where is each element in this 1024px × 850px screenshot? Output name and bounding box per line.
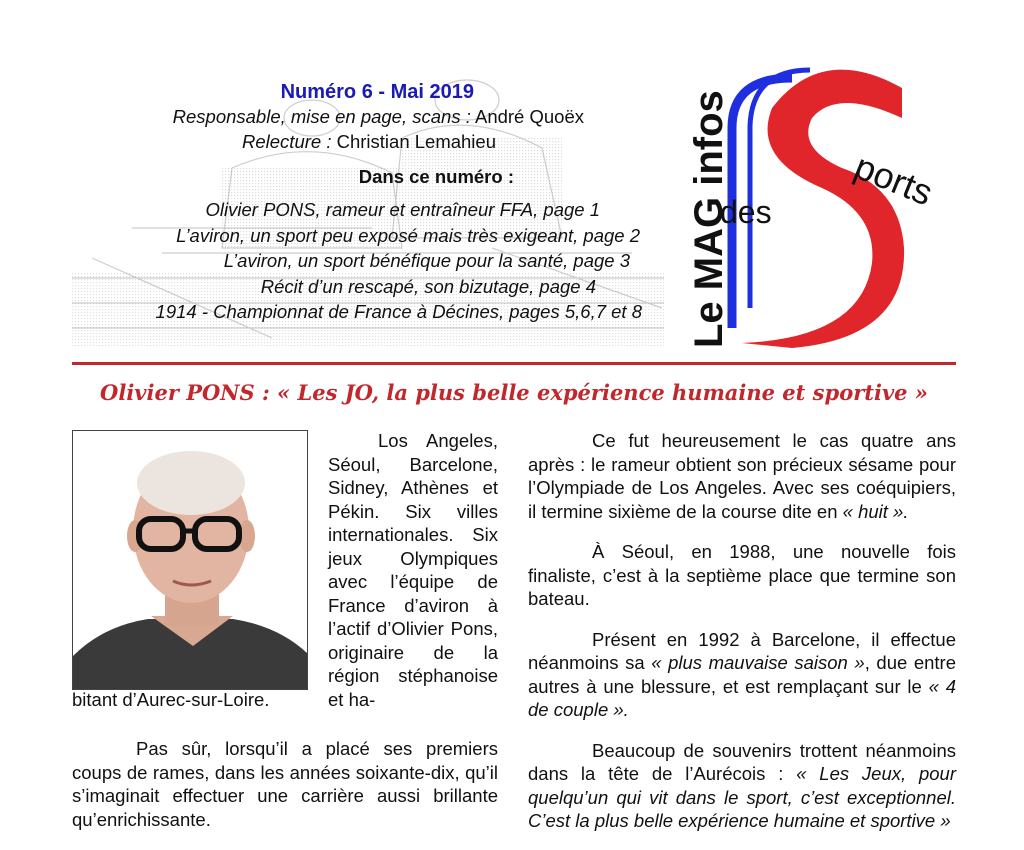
article-paragraph: À Séoul, en 1988, une nouvelle fois finaliste, c’est à la septième place que termine son bateau. (528, 541, 956, 609)
article-headline: Olivier PONS : « Les JO, la plus belle expérience humaine et sportive » (100, 380, 928, 405)
article-col1-intro (328, 429, 498, 711)
logo-des: des (720, 194, 772, 230)
article-col2 (528, 429, 956, 850)
article-paragraph (528, 429, 956, 523)
portrait-photo (72, 430, 308, 690)
article-paragraph (528, 739, 956, 833)
toc-item: 1914 - Championnat de France à Décines, pages 5,6,7 et 8 (155, 301, 642, 322)
toc-item: L’aviron, un sport peu exposé mais très exigeant, page 2 (176, 224, 640, 246)
credit-label: Responsable, mise en page, scans : (172, 106, 471, 127)
toc-title: Dans ce numéro : (358, 166, 514, 187)
text-run-italic: « Les Jeux, pour quelqu’un qui vit dans le sport, c’est exceptionnel. C’est la plus belle expérience humaine et sportive » (528, 763, 956, 831)
article-paragraph: Los Angeles, Séoul, Barcelone, Sidney, Athènes et Pékin. Six villes internationales. Six jeux Olympiques avec l’équipe de France d’aviron à l’actif d’Olivier Pons, originaire de la région stéphanoise et ha- (328, 430, 498, 710)
table-of-contents (72, 197, 664, 325)
article-col1-body (72, 737, 498, 831)
proof-label: Relecture : (242, 131, 332, 152)
text-run-italic: « 4 de couple ». (528, 675, 956, 720)
article-paragraph: Pas sûr, lorsqu’il a placé ses premiers coups de rames, dans les années soixante-dix, qu’il s’imaginait effectuer une carrière aussi brillante qu’enrichissante. (72, 738, 498, 830)
credit-name: André Quoëx (470, 106, 584, 127)
issue-number: Numéro 6 - Mai 2019 (280, 81, 474, 103)
text-run-italic: « huit ». (842, 500, 909, 522)
proof-name: Christian Lemahieu (331, 131, 496, 152)
text-run: Ce fut heureusement le cas quatre ans après : le rameur obtient son précieux sésame pour l’Olympiade de Los Angeles. Avec ses coéquipiers, il termine sixième de la course dite en (528, 430, 956, 522)
article-col1-continued (72, 688, 498, 712)
article-paragraph: bitant d’Aurec-sur-Loire. (72, 689, 270, 710)
credits-layout (72, 104, 664, 129)
credits-proofreading (72, 129, 664, 154)
text-run-italic: « plus mauvaise saison » (651, 652, 865, 673)
logo-vertical-title: Le MAG infos (687, 90, 731, 348)
masthead (72, 78, 664, 346)
text-run: , due entre autres à une blessure, et est remplaçant sur le (528, 652, 957, 697)
header-divider (72, 362, 956, 365)
article-paragraph (528, 628, 956, 722)
text-run: Beaucoup de souvenirs trottent néanmoins dans la tête de l’Aurécois : (528, 739, 956, 784)
toc-item: Olivier PONS, rameur et entraîneur FFA, page 1 (205, 199, 600, 220)
toc-item: Récit d’un rescapé, son bizutage, page 4 (260, 275, 596, 297)
toc-item: L’aviron, un sport bénéfique pour la santé, page 3 (223, 250, 630, 271)
text-run: Présent en 1992 à Barcelone, il effectue néanmoins sa (528, 628, 956, 673)
mag-sports-logo (672, 48, 962, 348)
logo-ports: ports (849, 145, 939, 214)
